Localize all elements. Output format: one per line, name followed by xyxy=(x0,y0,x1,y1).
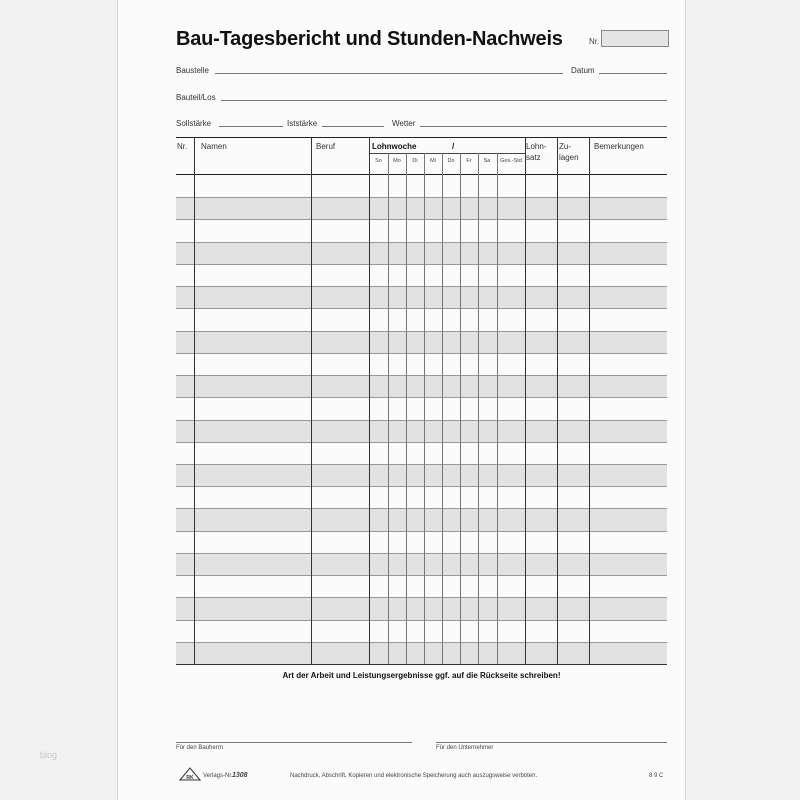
header-bottom-border xyxy=(176,174,667,175)
baustelle-field[interactable] xyxy=(215,73,563,74)
table-row xyxy=(176,575,667,576)
wetter-field[interactable] xyxy=(420,126,667,127)
unternehmer-label: Für den Unternehmer xyxy=(436,745,494,751)
col-header-beruf: Beruf xyxy=(316,142,336,151)
day-label-do: Do xyxy=(447,158,455,164)
table-row xyxy=(176,308,667,309)
footer-note: Art der Arbeit und Leistungsergebnisse ggf. auf die Rückseite schreiben! xyxy=(282,671,561,680)
table-row xyxy=(176,442,667,443)
table-row xyxy=(176,508,667,509)
col-divider xyxy=(369,137,370,664)
table-row xyxy=(176,486,667,487)
col-divider xyxy=(194,137,195,664)
lohnwoche-separator: / xyxy=(452,142,455,151)
datum-field[interactable] xyxy=(599,73,667,74)
form-code: 8 9 C xyxy=(649,773,664,779)
col-header-bemerkungen: Bemerkungen xyxy=(594,142,644,151)
table-row-shaded[interactable] xyxy=(176,286,667,308)
table-row xyxy=(176,242,667,243)
copyright-note: Nachdruck, Abschrift, Kopieren und elektronische Speicherung auch auszugsweise verboten. xyxy=(290,773,538,779)
day-label-so: So xyxy=(375,158,382,164)
table-row-shaded[interactable] xyxy=(176,331,667,353)
table-row xyxy=(176,464,667,465)
bauteil-field[interactable] xyxy=(221,100,667,101)
day-label-mi: Mi xyxy=(430,158,436,164)
table-row xyxy=(176,264,667,265)
nr-label: Nr. xyxy=(589,37,600,46)
col-header-zulagen-1: Zu- xyxy=(559,142,571,151)
day-divider xyxy=(460,153,461,664)
day-label-sa: Sa xyxy=(483,158,491,164)
col-divider xyxy=(525,137,526,664)
bauherr-signature-line[interactable] xyxy=(176,742,412,743)
col-header-lohnsatz-1: Lohn- xyxy=(526,142,547,151)
col-header-nr: Nr. xyxy=(177,142,188,151)
publisher-logo-icon xyxy=(179,767,201,781)
table-row-shaded[interactable] xyxy=(176,642,667,664)
day-label-gesamt: Ges.-Std xyxy=(500,158,522,164)
table-row xyxy=(176,197,667,198)
sollstaerke-field[interactable] xyxy=(219,126,283,127)
col-divider xyxy=(557,137,558,664)
table-row xyxy=(176,397,667,398)
svg-text:RK: RK xyxy=(186,775,194,781)
table-row xyxy=(176,553,667,554)
col-header-lohnsatz-2: satz xyxy=(526,153,541,162)
day-label-di: Di xyxy=(412,158,418,164)
table-row xyxy=(176,597,667,598)
table-row xyxy=(176,219,667,220)
table-row xyxy=(176,331,667,332)
form-sheet xyxy=(117,0,686,800)
table-row-shaded[interactable] xyxy=(176,242,667,264)
day-label-mo: Mo xyxy=(393,158,401,164)
hours-table xyxy=(176,137,667,665)
unternehmer-signature-line[interactable] xyxy=(436,742,667,743)
table-row xyxy=(176,531,667,532)
lohnwoche-subheader-line xyxy=(369,153,525,154)
table-row xyxy=(176,375,667,376)
col-divider xyxy=(589,137,590,664)
table-row xyxy=(176,642,667,643)
table-row xyxy=(176,286,667,287)
table-row-shaded[interactable] xyxy=(176,197,667,219)
datum-label: Datum xyxy=(571,66,595,75)
table-row-shaded[interactable] xyxy=(176,553,667,575)
col-divider xyxy=(311,137,312,664)
bauteil-label: Bauteil/Los xyxy=(176,93,216,102)
wetter-label: Wetter xyxy=(392,119,416,128)
day-divider xyxy=(497,153,498,664)
table-row-shaded[interactable] xyxy=(176,597,667,619)
table-row-shaded[interactable] xyxy=(176,420,667,442)
table-row-shaded[interactable] xyxy=(176,508,667,530)
col-header-lohnwoche: Lohnwoche xyxy=(372,142,417,151)
col-header-zulagen-2: lagen xyxy=(559,153,579,162)
iststaerke-label: Iststärke xyxy=(287,119,318,128)
day-divider xyxy=(388,153,389,664)
table-row-shaded[interactable] xyxy=(176,375,667,397)
table-row-shaded[interactable] xyxy=(176,464,667,486)
verlag-label: Verlags-Nr. xyxy=(203,773,233,779)
table-row xyxy=(176,620,667,621)
verlag-number: 1308 xyxy=(232,772,248,779)
day-label-fr: Fr xyxy=(466,158,472,164)
day-divider xyxy=(424,153,425,664)
day-divider xyxy=(406,153,407,664)
day-divider xyxy=(442,153,443,664)
sollstaerke-label: Sollstärke xyxy=(176,119,212,128)
bauherr-label: Für den Bauherrn xyxy=(176,745,224,751)
day-divider xyxy=(478,153,479,664)
table-top-border xyxy=(176,137,667,138)
nr-field[interactable] xyxy=(601,30,669,47)
page-title: Bau-Tagesbericht und Stunden-Nachweis xyxy=(176,28,563,50)
baustelle-label: Baustelle xyxy=(176,66,209,75)
table-row xyxy=(176,420,667,421)
watermark: blog xyxy=(40,750,58,760)
table-row xyxy=(176,353,667,354)
col-header-namen: Namen xyxy=(201,142,227,151)
iststaerke-field[interactable] xyxy=(322,126,384,127)
